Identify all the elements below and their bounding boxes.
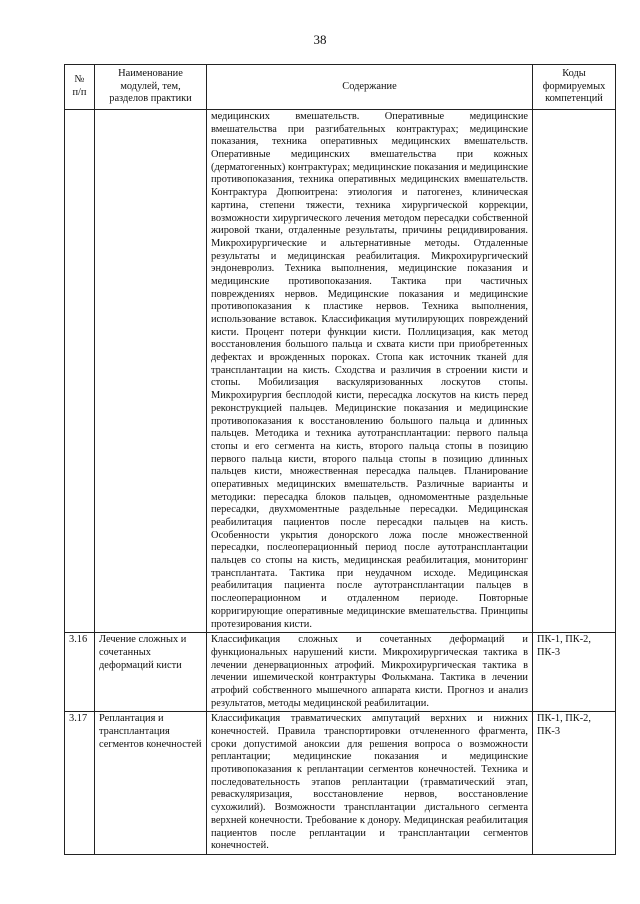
- row-number: [65, 110, 95, 633]
- row-title: Реплантация и трансплантация сегментов конечностей: [95, 712, 207, 855]
- curriculum-table: [64, 64, 616, 855]
- header-name-line: Наименование: [118, 67, 183, 79]
- header-num: [65, 65, 95, 110]
- header-codes-line: Коды: [562, 67, 586, 79]
- row-content: медицинских вмешательств. Оперативные медицинские вмешательства при разгибательных контрактурах; медицинские показания, техника оперативных медицинских вмешательств. Оперативные медицинских вмешательства при кожных (дерматогенных) контрактурах; медицинские показания и медицинские противопоказания, техника оперативных медицинских вмешательств. Контрактура Дюпюитрена: этиология и патогенез, клиническая картина, степени тяжести, техника хирургической коррекции, возможности хирургического лечения методом пересадки собственной жировой ткани, отдаленные результаты, причины рецидивирования. Микрохирургические и альтернативные методы. Отдаленные результаты и медицинская реабилитация. Микрохирургический эндоневролиз. Техника выполнения, медицинские показания и медицинские противопоказания. Тактика при частичных повреждениях нервов. Медицинские показания и медицинские противопоказания к пластике нервов. Техника выполнения, использование вставок. Классификация мутилирующих повреждений кисти. Процент потери функции кисти. Поллицизация, как метод восстановления большого пальца и схвата кисти при приобретенных дефектах и врожденных пороках. Стопа как источник тканей для трансплантации на кисть. Сходства и различия в строении кисти и стопы. Мобилизация васкуляризованных лоскутов стопы. Микрохирургия бесплодой кисти, пересадка лоскутов на кисть перед реконструкцией пальцев. Медицинские показания и медицинские противопоказания к восстановлению большого пальца и длинных пальцев. Методика и техника аутотрансплантации: первого пальца стопы и его сегмента на кисть, второго пальца стопы в позицию первого пальца кисти, второго пальца стопы в позицию длинных пальцев кисти, множественная пересадка пальцев. Планирование оперативных медицинских вмешательств. Различные варианты и методики: пересадка блоков пальцев, одномоментные раздельные пересадки, двухмоментные раздельные пересадки. Медицинская реабилитация пациентов после пересадки пальцев на кисть. Особенности укрытия донорского ложа после множественной пересадки, послеоперационный период после аутотрансплантации пальцев со стопы на кисть, медицинская реабилитация, мониторинг трансплантата. Тактика при неудачном исходе. Медицинская реабилитация пациента после аутотрансплантации пальцев в послеоперационном и отдаленном периоде. Повторные корригирующие оперативные медицинские вмешательства. Принципы протезирования кисти.: [207, 110, 533, 633]
- row-content: Классификация травматических ампутаций верхних и нижних конечностей. Правила транспортировки отчлененного фрагмента, сроки допустимой аноксии для решения вопроса о возможности реплантации; медицинские показания и медицинские противопоказания к реплантации сегментов конечностей. Техника и последовательность этапов реплантации (травматический этап, реваскуляризация, восстановление нервов, восстановление сухожилий). Возможности трансплантации дистального сегмента верхней конечности. Требование к донору. Медицинская реабилитация пациентов после реплантации и трансплантации сегментов конечностей.: [207, 712, 533, 855]
- table-row: [65, 712, 616, 855]
- header-content: Содержание: [207, 65, 533, 110]
- header-num-line: п/п: [72, 87, 87, 98]
- header-num-line: №: [74, 74, 85, 86]
- table-row: [65, 633, 616, 712]
- row-codes: [533, 110, 616, 633]
- row-content: Классификация сложных и сочетанных деформаций и функциональных нарушений кисти. Микрохирургическая тактика в лечении денервационных атрофий. Микрохирургическая тактика в лечении ишемической контрактуры Фолькмана. Тактика в лечении атрофий собственного мышечного аппарата кисти. Прогноз и анализ результатов, методы медицинской реабилитации.: [207, 633, 533, 712]
- header-name: [95, 65, 207, 110]
- header-codes-line: компетенций: [545, 93, 603, 105]
- header-codes-line: формируемых: [542, 80, 606, 92]
- header-codes: [533, 65, 616, 110]
- table-row: [65, 110, 616, 633]
- row-title: [95, 110, 207, 633]
- row-number: 3.16: [65, 633, 95, 712]
- table-header-row: [65, 65, 616, 110]
- header-name-line: разделов практики: [109, 93, 192, 105]
- row-codes: ПК-1, ПК-2, ПК-3: [533, 712, 616, 855]
- page-number: 38: [313, 32, 327, 47]
- header-name-line: модулей, тем,: [120, 80, 181, 92]
- row-title: Лечение сложных и сочетанных деформаций кисти: [95, 633, 207, 712]
- row-number: 3.17: [65, 712, 95, 855]
- row-codes: ПК-1, ПК-2, ПК-3: [533, 633, 616, 712]
